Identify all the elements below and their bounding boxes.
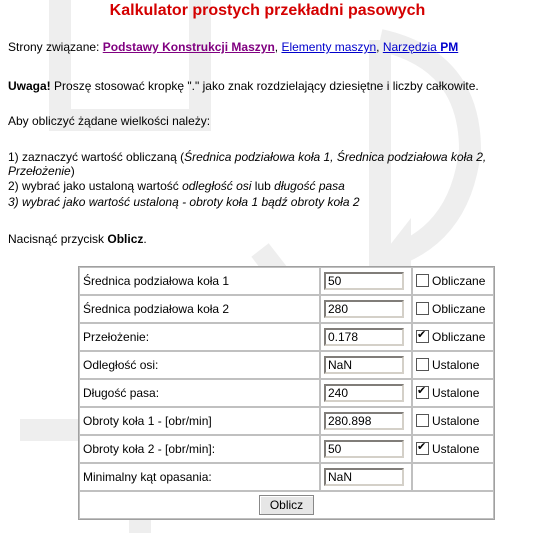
row-check-cell <box>412 267 494 295</box>
checkbox-label: Ustalone <box>432 441 480 456</box>
value-input[interactable] <box>324 356 404 374</box>
value-input[interactable] <box>324 300 404 318</box>
table-row <box>79 435 494 463</box>
checkbox-label: Ustalone <box>432 413 480 428</box>
row-value-cell <box>320 351 412 379</box>
pm-logo: PM <box>440 40 459 54</box>
checkbox[interactable] <box>416 358 429 371</box>
row-label: Minimalny kąt opasania: <box>79 463 320 491</box>
row-value-cell <box>320 463 412 491</box>
row-check-cell <box>412 323 494 351</box>
checkbox[interactable] <box>416 330 429 343</box>
value-input[interactable] <box>324 328 404 346</box>
related-pages: Strony związane: Podstawy Konstrukcji Maszyn, Elementy maszyn, Narzędzia PM <box>8 40 459 54</box>
table-row <box>79 463 494 491</box>
row-check-cell <box>412 463 494 491</box>
value-input[interactable] <box>324 272 404 290</box>
checkbox-label: Ustalone <box>432 357 480 372</box>
instructions-intro: Aby obliczyć żądane wielkości należy: <box>8 114 211 128</box>
page-title: Kalkulator prostych przekładni pasowych <box>109 2 426 19</box>
checkbox-label: Obliczane <box>432 329 486 344</box>
warning-label: Uwaga! <box>8 79 51 93</box>
row-label: Obroty koła 1 - [obr/min] <box>79 407 320 435</box>
button-row <box>79 491 494 519</box>
checkbox-label: Obliczane <box>432 273 486 288</box>
row-check-cell <box>412 351 494 379</box>
table-row <box>79 379 494 407</box>
checkbox[interactable] <box>416 302 429 315</box>
calculator-table <box>78 266 495 520</box>
row-value-cell <box>320 379 412 407</box>
row-label: Odległość osi: <box>79 351 320 379</box>
table-row <box>79 295 494 323</box>
checkbox[interactable] <box>416 414 429 427</box>
press-instruction: Nacisnąć przycisk Oblicz. <box>8 232 147 246</box>
value-input[interactable] <box>324 384 404 402</box>
table-row <box>79 351 494 379</box>
row-value-cell <box>320 267 412 295</box>
instruction-step-2: 2) wybrać jako ustaloną wartość odległość osi lub długość pasa <box>8 179 345 193</box>
row-label: Długość pasa: <box>79 379 320 407</box>
instruction-step-3: 3) wybrać jako wartość ustaloną - obroty koła 1 bądź obroty koła 2 <box>8 195 360 209</box>
row-value-cell <box>320 407 412 435</box>
row-label: Obroty koła 2 - [obr/min]: <box>79 435 320 463</box>
instruction-step-1: 1) zaznaczyć wartość obliczaną (Średnica podziałowa koła 1, Średnica podziałowa koła 2, <box>8 150 487 164</box>
row-label: Przełożenie: <box>79 323 320 351</box>
checkbox[interactable] <box>416 386 429 399</box>
row-check-cell <box>412 379 494 407</box>
checkbox-label: Obliczane <box>432 301 486 316</box>
row-check-cell <box>412 435 494 463</box>
table-row <box>79 323 494 351</box>
checkbox[interactable] <box>416 274 429 287</box>
warning-text: Proszę stosować kropkę "." jako znak rozdzielający dziesiętne i liczby całkowite. <box>50 79 479 93</box>
table-row <box>79 407 494 435</box>
link-podstawy-konstrukcji[interactable]: Podstawy Konstrukcji Maszyn <box>102 40 275 54</box>
link-narzedzia[interactable]: Narzędzia PM <box>382 40 459 54</box>
row-label: Średnica podziałowa koła 2 <box>79 295 320 323</box>
warning-note <box>8 79 479 93</box>
row-label: Średnica podziałowa koła 1 <box>79 267 320 295</box>
value-input[interactable] <box>324 440 404 458</box>
row-value-cell <box>320 435 412 463</box>
oblicz-button[interactable]: Oblicz <box>259 495 314 515</box>
row-check-cell <box>412 295 494 323</box>
row-check-cell <box>412 407 494 435</box>
table-row <box>79 267 494 295</box>
value-input[interactable] <box>324 468 404 486</box>
button-cell <box>79 491 494 519</box>
row-value-cell <box>320 295 412 323</box>
instruction-step-1-cont: Przełożenie) <box>8 164 75 178</box>
checkbox[interactable] <box>416 442 429 455</box>
row-value-cell <box>320 323 412 351</box>
value-input[interactable] <box>324 412 404 430</box>
related-prefix: Strony związane: <box>8 40 100 54</box>
checkbox-label: Ustalone <box>432 385 480 400</box>
link-elementy-maszyn[interactable]: Elementy maszyn <box>281 40 377 54</box>
